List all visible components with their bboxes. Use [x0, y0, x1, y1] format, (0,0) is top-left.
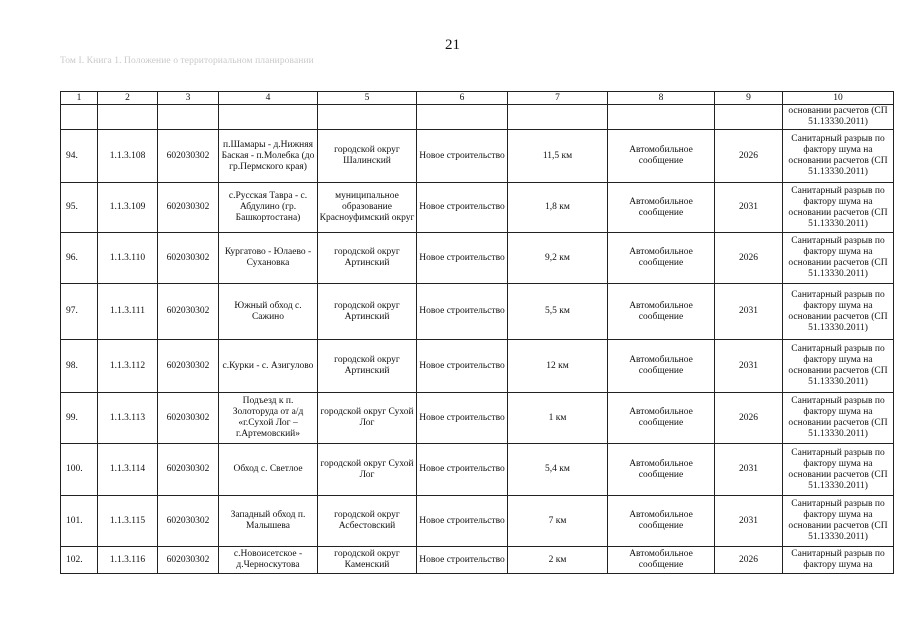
table-cell: Автомобильное сообщение	[608, 183, 715, 233]
table-cell	[98, 105, 158, 130]
table-row	[61, 340, 894, 393]
table-cell: 9,2 км	[508, 233, 608, 284]
page-number: 21	[445, 37, 460, 53]
table-cell: 602030302	[158, 284, 219, 340]
table-row	[61, 547, 894, 574]
table-cell: 2031	[715, 183, 783, 233]
table-cell	[417, 105, 508, 130]
table-cell: 11,5 км	[508, 130, 608, 183]
table-cell: 602030302	[158, 130, 219, 183]
register-table	[60, 91, 894, 574]
table-cell: 5,5 км	[508, 284, 608, 340]
table-row	[61, 444, 894, 496]
table-cell: с.Русская Тавра - с. Абдулино (гр. Башкортостана)	[219, 183, 318, 233]
table-cell: 94.	[61, 130, 98, 183]
table-cell: Санитарный разрыв по фактору шума на основании расчетов (СП 51.13330.2011)	[783, 496, 894, 547]
table-cell: 1.1.3.113	[98, 393, 158, 444]
table-cell: городской округ Артинский	[318, 284, 417, 340]
table-cell: 1.1.3.116	[98, 547, 158, 574]
column-number-cell: 1	[61, 92, 98, 105]
table-cell: основании расчетов (СП 51.13330.2011)	[783, 105, 894, 130]
table-cell: 602030302	[158, 393, 219, 444]
table-cell: Обход с. Светлое	[219, 444, 318, 496]
table-cell: Санитарный разрыв по фактору шума на основании расчетов (СП 51.13330.2011)	[783, 340, 894, 393]
table-cell: с.Курки - с. Азигулово	[219, 340, 318, 393]
table-row	[61, 233, 894, 284]
table-cell: 5,4 км	[508, 444, 608, 496]
table-cell: Южный обход с. Сажино	[219, 284, 318, 340]
table-cell: 12 км	[508, 340, 608, 393]
table-cell: Санитарный разрыв по фактору шума на основании расчетов (СП 51.13330.2011)	[783, 183, 894, 233]
table-cell: 602030302	[158, 233, 219, 284]
table-cell: Автомобильное сообщение	[608, 547, 715, 574]
table-cell	[61, 105, 98, 130]
table-cell: п.Шамары - д.Нижняя Баская - п.Молебка (до гр.Пермского края)	[219, 130, 318, 183]
column-number-cell: 2	[98, 92, 158, 105]
table-cell: Автомобильное сообщение	[608, 130, 715, 183]
column-number-cell: 9	[715, 92, 783, 105]
table-cell: 1.1.3.110	[98, 233, 158, 284]
table-cell: 95.	[61, 183, 98, 233]
table-cell	[219, 105, 318, 130]
table-cell: 2031	[715, 444, 783, 496]
table-cell: 2026	[715, 233, 783, 284]
table-cell: 2 км	[508, 547, 608, 574]
table-cell: Подъезд к п. Золоторуда от а/д «г.Сухой Лог – г.Артемовский»	[219, 393, 318, 444]
table-cell: 99.	[61, 393, 98, 444]
table-cell: 1.1.3.111	[98, 284, 158, 340]
table-cell: 602030302	[158, 444, 219, 496]
table-cell: Автомобильное сообщение	[608, 393, 715, 444]
column-number-cell: 3	[158, 92, 219, 105]
table-cell: 2026	[715, 547, 783, 574]
table-cell: Кургатово - Юлаево - Сухановка	[219, 233, 318, 284]
table-cell: Автомобильное сообщение	[608, 340, 715, 393]
table-cell: 1,8 км	[508, 183, 608, 233]
table-cell: Новое строительство	[417, 183, 508, 233]
table-cell: 2026	[715, 393, 783, 444]
table-cell: Автомобильное сообщение	[608, 444, 715, 496]
table-cell: 2031	[715, 284, 783, 340]
table-cell	[158, 105, 219, 130]
column-number-row	[61, 92, 894, 105]
table-cell	[608, 105, 715, 130]
column-number-cell: 8	[608, 92, 715, 105]
table-cell: городской округ Шалинский	[318, 130, 417, 183]
table-cell: городской округ Артинский	[318, 340, 417, 393]
table-cell	[318, 105, 417, 130]
table-cell: 102.	[61, 547, 98, 574]
table-cell: Новое строительство	[417, 130, 508, 183]
table-cell: Санитарный разрыв по фактору шума на основании расчетов (СП 51.13330.2011)	[783, 444, 894, 496]
column-number-cell: 4	[219, 92, 318, 105]
column-number-cell: 10	[783, 92, 894, 105]
table-cell: 1.1.3.114	[98, 444, 158, 496]
table-cell: 7 км	[508, 496, 608, 547]
table-cell: 101.	[61, 496, 98, 547]
table-cell: Западный обход п. Малышева	[219, 496, 318, 547]
table-cell: 2031	[715, 496, 783, 547]
table-cell: 2031	[715, 340, 783, 393]
table-cell: 96.	[61, 233, 98, 284]
table-row	[61, 183, 894, 233]
table-cell: Новое строительство	[417, 393, 508, 444]
table-cell: Автомобильное сообщение	[608, 496, 715, 547]
column-number-cell: 7	[508, 92, 608, 105]
carryover-row	[61, 105, 894, 130]
table-cell: 602030302	[158, 340, 219, 393]
table-cell: с.Новоисетское - д.Черноскутова	[219, 547, 318, 574]
table-cell: городской округ Артинский	[318, 233, 417, 284]
table-cell: городской округ Каменский	[318, 547, 417, 574]
table-cell: Санитарный разрыв по фактору шума на основании расчетов (СП 51.13330.2011)	[783, 284, 894, 340]
table-cell: 98.	[61, 340, 98, 393]
table-row	[61, 393, 894, 444]
table-cell: городской округ Асбестовский	[318, 496, 417, 547]
table-cell: 602030302	[158, 496, 219, 547]
table-cell: 1.1.3.112	[98, 340, 158, 393]
table-cell: Санитарный разрыв по фактору шума на основании расчетов (СП 51.13330.2011)	[783, 130, 894, 183]
table-cell: Новое строительство	[417, 496, 508, 547]
table-cell: муниципальное образование Красноуфимский округ	[318, 183, 417, 233]
table-cell: 1.1.3.108	[98, 130, 158, 183]
table-cell: 100.	[61, 444, 98, 496]
table-cell: 97.	[61, 284, 98, 340]
table-row	[61, 496, 894, 547]
table-cell: 1 км	[508, 393, 608, 444]
table-cell: 602030302	[158, 183, 219, 233]
table-cell: городской округ Сухой Лог	[318, 444, 417, 496]
table-cell	[508, 105, 608, 130]
table-cell: Санитарный разрыв по фактору шума на основании расчетов (СП 51.13330.2011)	[783, 393, 894, 444]
column-number-cell: 5	[318, 92, 417, 105]
table-cell: Новое строительство	[417, 547, 508, 574]
table-cell: Новое строительство	[417, 284, 508, 340]
document-header: Том I. Книга 1. Положение о территориальном планировании	[60, 56, 314, 66]
table-cell: Автомобильное сообщение	[608, 284, 715, 340]
table-cell: городской округ Сухой Лог	[318, 393, 417, 444]
table-cell	[715, 105, 783, 130]
table-row	[61, 284, 894, 340]
table-cell: Новое строительство	[417, 444, 508, 496]
table-cell: Новое строительство	[417, 233, 508, 284]
table-cell: 1.1.3.109	[98, 183, 158, 233]
table-cell: Автомобильное сообщение	[608, 233, 715, 284]
table-cell: Новое строительство	[417, 340, 508, 393]
table-cell: Санитарный разрыв по фактору шума на основании расчетов (СП 51.13330.2011)	[783, 233, 894, 284]
table-cell: 2026	[715, 130, 783, 183]
table-cell: 602030302	[158, 547, 219, 574]
column-number-cell: 6	[417, 92, 508, 105]
table-cell: 1.1.3.115	[98, 496, 158, 547]
table-cell: Санитарный разрыв по фактору шума на	[783, 547, 894, 574]
table-row	[61, 130, 894, 183]
